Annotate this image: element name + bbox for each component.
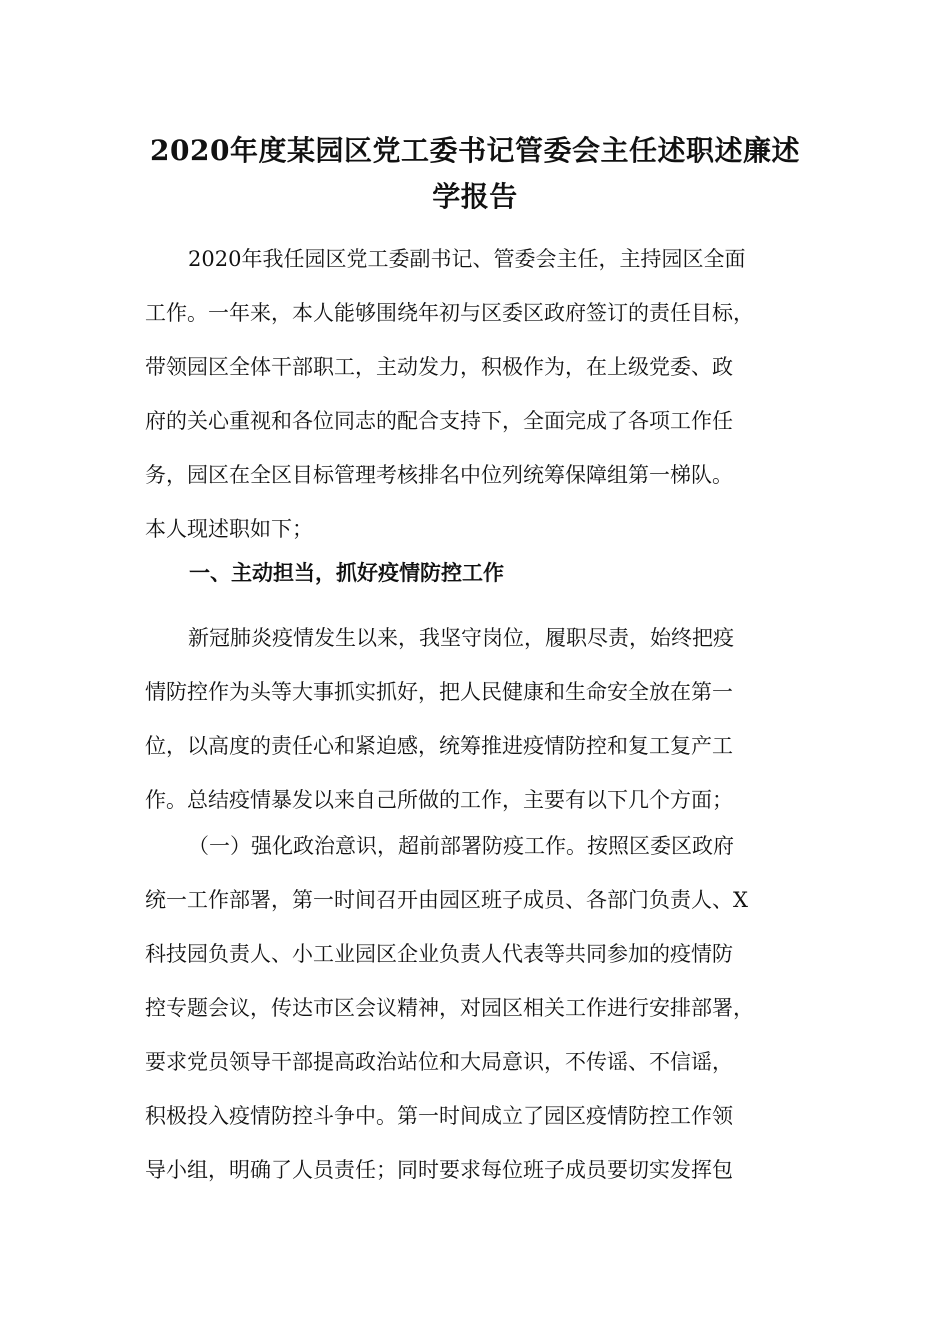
- text-line: 积极投入疫情防控斗争中。第一时间成立了园区疫情防控工作领: [145, 1104, 733, 1128]
- text-line: （一）强化政治意识，超前部署防疫工作。按照区委区政府: [188, 834, 734, 858]
- subsection-1-paragraph: [145, 819, 807, 1197]
- text-line: 要求党员领导干部提高政治站位和大局意识，不传谣、不信谣，: [145, 1050, 733, 1074]
- text-line: 务，园区在全区目标管理考核排名中位列统筹保障组第一梯队。: [145, 463, 733, 487]
- document-title: [145, 128, 805, 220]
- text-line: 2020年我任园区党工委副书记、管委会主任，主持园区全面: [188, 247, 746, 271]
- text-line: 统一工作部署，第一时间召开由园区班子成员、各部门负责人、X: [145, 888, 748, 912]
- text-line: 科技园负责人、小工业园区企业负责人代表等共同参加的疫情防: [145, 942, 733, 966]
- text-line: 新冠肺炎疫情发生以来，我坚守岗位，履职尽责，始终把疫: [188, 626, 734, 650]
- text-line: 作。总结疫情暴发以来自己所做的工作，主要有以下几个方面；: [145, 788, 733, 812]
- text-line: 控专题会议，传达市区会议精神，对园区相关工作进行安排部署，: [145, 996, 754, 1020]
- text-line: 工作。一年来，本人能够围绕年初与区委区政府签订的责任目标，: [145, 301, 754, 325]
- text-line: 本人现述职如下；: [145, 517, 313, 541]
- title-line-2: 学报告: [432, 180, 518, 213]
- text-line: 府的关心重视和各位同志的配合支持下，全面完成了各项工作任: [145, 409, 733, 433]
- section-heading-1: 一、主动担当，抓好疫情防控工作: [189, 560, 504, 585]
- section-1-paragraph: [145, 611, 807, 827]
- text-line: 带领园区全体干部职工，主动发力，积极作为，在上级党委、政: [145, 355, 733, 379]
- title-line-1: 2020年度某园区党工委书记管委会主任述职述廉述: [150, 134, 800, 167]
- text-line: 导小组，明确了人员责任；同时要求每位班子成员要切实发挥包: [145, 1158, 733, 1182]
- intro-paragraph: [145, 232, 807, 556]
- text-line: 位，以高度的责任心和紧迫感，统筹推进疫情防控和复工复产工: [145, 734, 733, 758]
- text-line: 情防控作为头等大事抓实抓好，把人民健康和生命安全放在第一: [145, 680, 733, 704]
